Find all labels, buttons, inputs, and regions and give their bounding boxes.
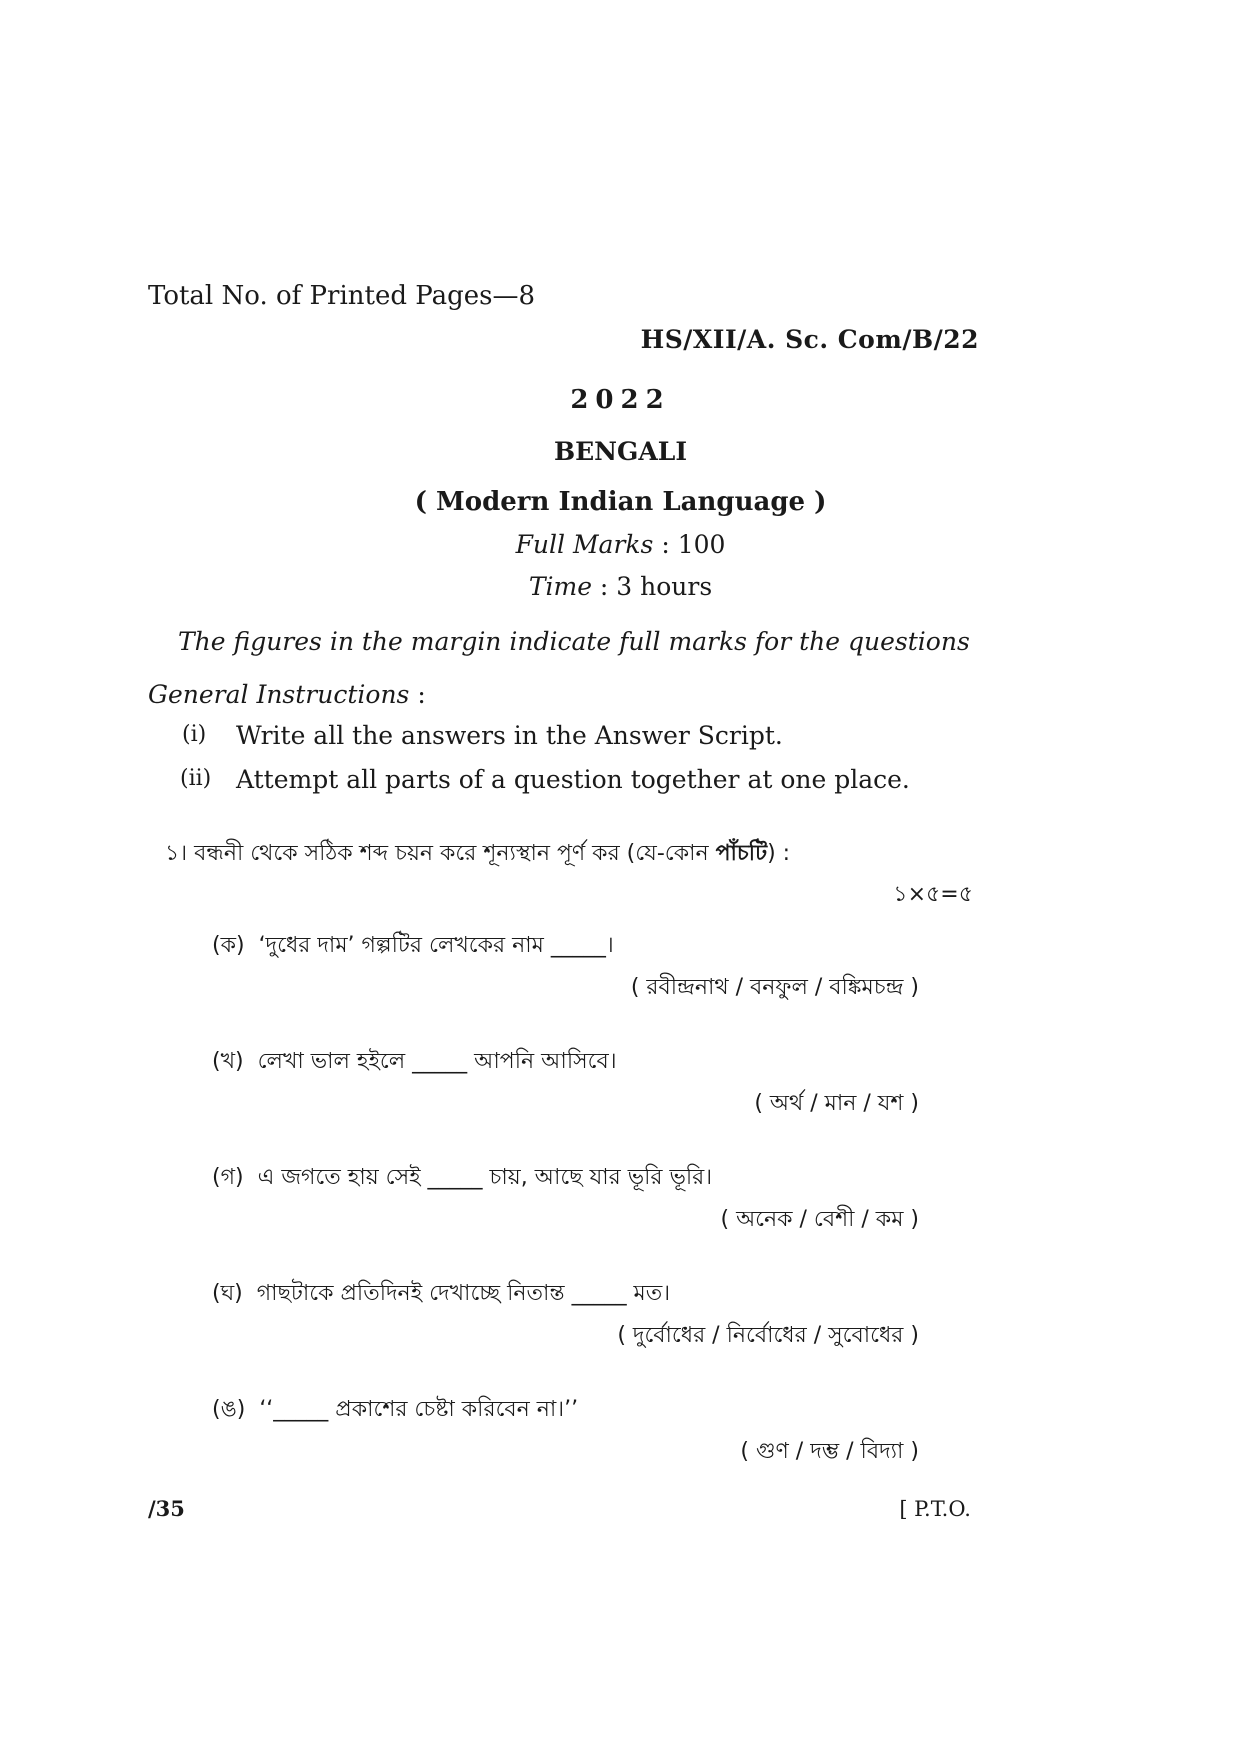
instruction-text: Write all the answers in the Answer Script. (236, 721, 783, 750)
item-label: (ঙ) (212, 1397, 246, 1422)
instruction-text: Attempt all parts of a question together at one place. (236, 765, 910, 794)
full-marks-value: : 100 (653, 530, 726, 559)
instruction-number: (ii) (180, 766, 212, 791)
question-item (212, 1160, 712, 1197)
item-label: (খ) (212, 1049, 244, 1074)
exam-time (0, 572, 1241, 601)
item-text: ‘দুধের দাম’ গল্পটির লেখকের নাম _____। (258, 933, 614, 958)
general-instructions-suffix: : (409, 680, 426, 709)
item-options: ( দুর্বোধের / নির্বোধের / সুবোধের ) (617, 1323, 919, 1348)
item-label: (গ) (212, 1165, 244, 1190)
question-text-bold: পাঁচটি (715, 841, 768, 866)
time-label: Time (528, 572, 592, 601)
item-options: ( রবীন্দ্রনাথ / বনফুল / বঙ্কিমচন্দ্র ) (630, 975, 919, 1000)
item-text: ‘‘_____ প্রকাশের চেষ্টা করিবেন না।’’ (259, 1397, 579, 1422)
instruction-item (180, 766, 211, 791)
full-marks (0, 530, 1241, 559)
question-marks: ১×৫=৫ (893, 882, 973, 907)
question-item (212, 1392, 578, 1429)
time-value: : 3 hours (591, 572, 713, 601)
question-1 (165, 836, 790, 873)
subject-subtitle: ( Modern Indian Language ) (414, 487, 827, 517)
item-options: ( অনেক / বেশী / কম ) (720, 1207, 919, 1232)
instruction-item (182, 722, 206, 747)
question-item (212, 1044, 617, 1081)
subject-title: BENGALI (553, 437, 688, 466)
item-options: ( অর্থ / মান / যশ ) (754, 1091, 919, 1116)
full-marks-label: Full Marks (515, 530, 654, 559)
item-label: (ক) (212, 933, 245, 958)
question-number: ১। (165, 841, 188, 866)
item-options: ( গুণ / দম্ভ / বিদ্যা ) (740, 1439, 919, 1464)
total-printed-pages: Total No. of Printed Pages—8 (148, 281, 535, 311)
item-label: (ঘ) (212, 1281, 243, 1306)
question-text-end: ) : (767, 841, 791, 866)
footer-pto: [ P.T.O. (899, 1497, 971, 1521)
item-text: লেখা ভাল হইলে _____ আপনি আসিবে। (257, 1049, 617, 1074)
exam-year: 2022 (570, 385, 671, 415)
item-text: এ জগতে হায় সেই _____ চায়, আছে যার ভূরি ভূরি। (257, 1165, 713, 1190)
paper-code: HS/XII/A. Sc. Com/B/22 (640, 325, 979, 354)
question-item (212, 928, 614, 965)
margin-note: The figures in the margin indicate full marks for the questions (178, 627, 970, 656)
question-item (212, 1276, 670, 1313)
general-instructions-label: General Instructions (148, 680, 410, 709)
footer-page-code: /35 (148, 1496, 185, 1521)
instruction-number: (i) (182, 722, 207, 747)
question-text: বন্ধনী থেকে সঠিক শব্দ চয়ন করে শূন্যস্থান পূর্ণ কর (যে-কোন (194, 841, 709, 866)
general-instructions-heading (148, 680, 426, 709)
item-text: গাছটাকে প্রতিদিনই দেখাচ্ছে নিতান্ত _____ মত। (256, 1281, 671, 1306)
